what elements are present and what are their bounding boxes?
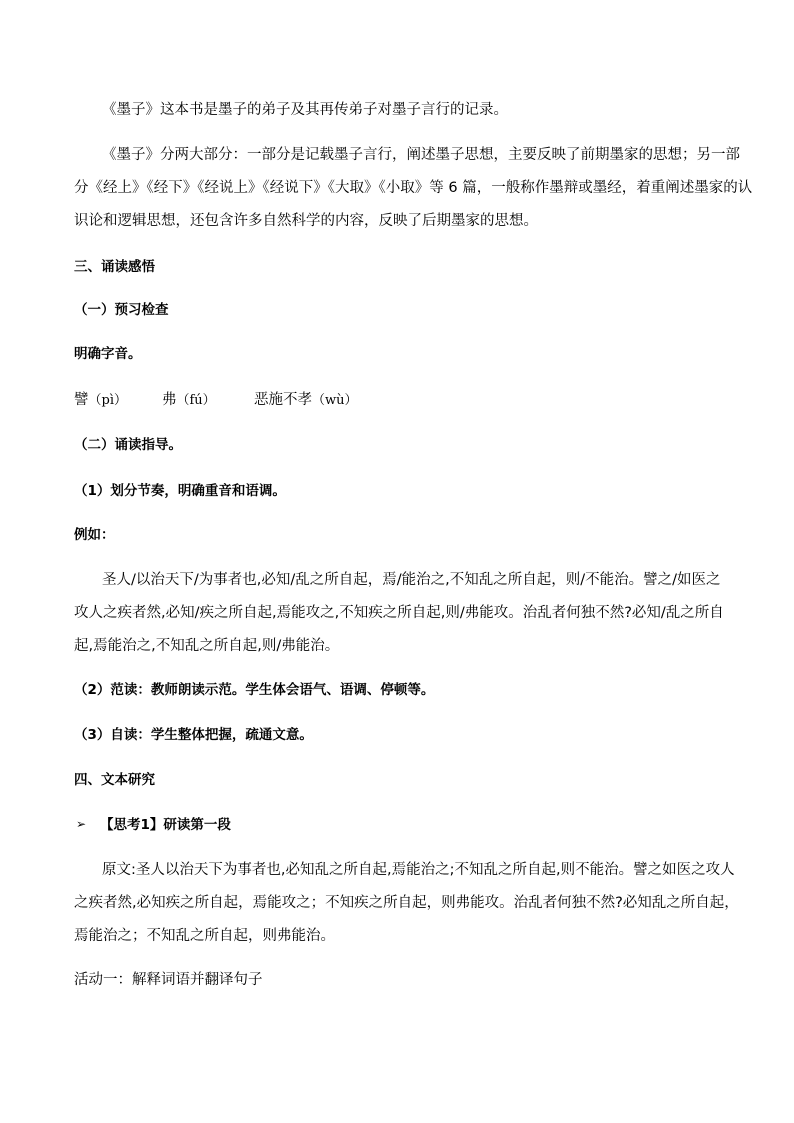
pronunciation-pinyin: （fú） (176, 393, 216, 408)
intro-paragraph-2-line-3: 识论和逻辑思想，还包含许多自然科学的内容，反映了后期墨家的思想。 (74, 213, 538, 229)
subsection-preview-check: （一）预习检查 (74, 302, 169, 318)
intro-paragraph-2-line-1: 《墨子》分两大部分：一部分是记载墨子言行，阐述墨子思想，主要反映了前期墨家的思想；另一部 (102, 147, 740, 163)
intro-paragraph-2-line-2: 分《经上》《经下》《经说上》《经说下》《大取》《小取》等 6 篇，一般称作墨辩或墨经，着重阐述墨家的认 (74, 180, 753, 196)
step-2-model-reading: （2）范读：教师朗读示范。学生体会语气、语调、停顿等。 (74, 682, 435, 698)
activity-1-label: 活动一：解释词语并翻译句子 (74, 972, 263, 988)
pronunciation-pinyin: （wù） (312, 393, 358, 408)
pronunciation-char: 弗 (162, 392, 177, 408)
section-4-heading: 四、文本研究 (74, 772, 155, 788)
section-3-heading: 三、诵读感悟 (74, 259, 155, 275)
example-line-1: 圣人/以治天下/为事者也,必知/乱之所自起，焉/能治之,不知乱之所自起，则/不能治。譬之/如医之 (102, 572, 721, 588)
pronunciation-char: 恶施不孝 (254, 392, 312, 408)
original-text-line-2: 之疾者然,必知疾之所自起，焉能攻之；不知疾之所自起，则弗能攻。治乱者何独不然?必知乱之所自起， (74, 895, 739, 911)
arrow-bullet-icon: ➢ (76, 817, 87, 831)
pronunciation-item-1 (74, 390, 127, 411)
original-text-line-1: 原文:圣人以治天下为事者也,必知乱之所自起,焉能治之;不知乱之所自起,则不能治。譬之如医之攻人 (102, 862, 735, 878)
pronunciation-char: 譬 (74, 392, 89, 408)
pronunciation-item-3 (254, 390, 358, 411)
pronunciation-item-2 (162, 390, 216, 411)
intro-paragraph-1: 《墨子》这本书是墨子的弟子及其再传弟子对墨子言行的记录。 (102, 102, 508, 118)
example-line-2: 攻人之疾者然,必知/疾之所自起,焉能攻之,不知疾之所自起,则/弗能攻。治乱者何独不然?必知/乱之所自 (74, 605, 724, 621)
original-text-line-3: 焉能治之；不知乱之所自起，则弗能治。 (74, 928, 335, 944)
think-1-heading: 【思考1】研读第一段 (100, 817, 231, 833)
example-line-3: 起,焉能治之,不知乱之所自起,则/弗能治。 (74, 638, 340, 654)
subsection-reading-guide: （二）诵读指导。 (74, 437, 182, 453)
pronunciation-label: 明确字音。 (74, 346, 142, 362)
pronunciation-pinyin: （pì） (88, 393, 127, 408)
step-1-rhythm: （1）划分节奏，明确重音和语调。 (74, 483, 286, 499)
example-label: 例如： (74, 527, 115, 543)
step-3-self-reading: （3）自读：学生整体把握，疏通文意。 (74, 727, 313, 743)
